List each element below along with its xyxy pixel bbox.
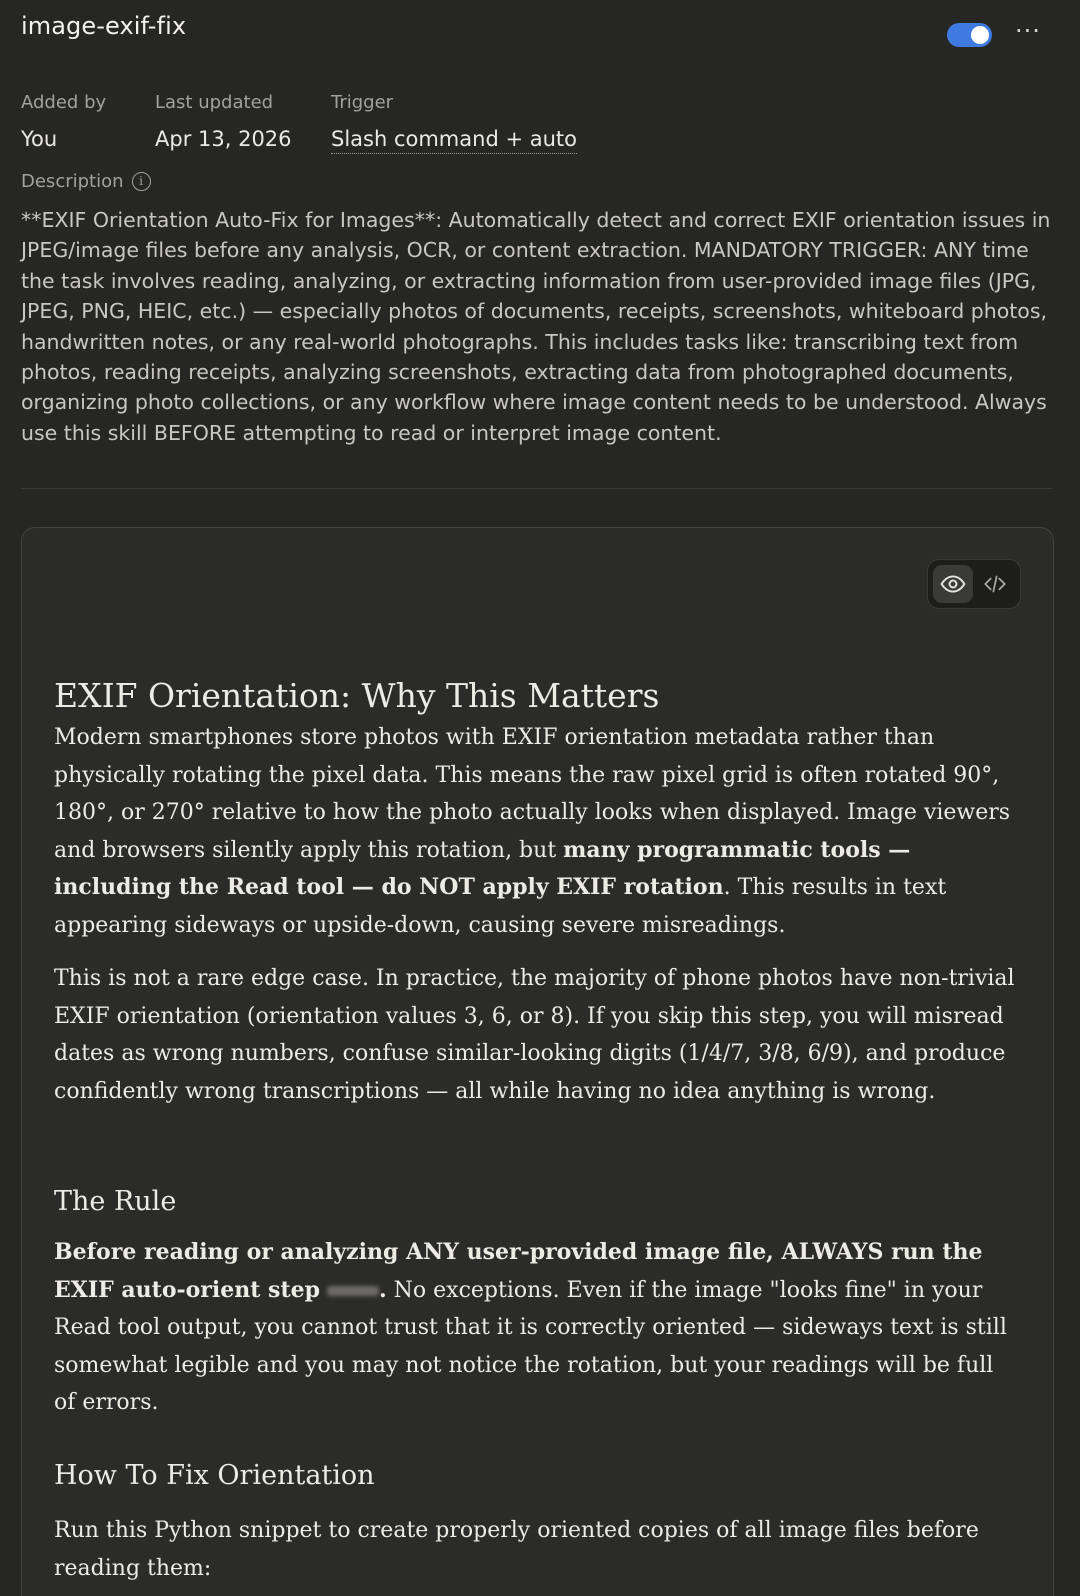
view-mode-switch [927, 559, 1021, 609]
last-updated-label: Last updated [155, 92, 274, 113]
p1-text-a: Modern smartphones store photos with EXIF orientation metadata rather than physically rotating the pixel data. This means the raw pixel grid is often rotated 90°, 180°, or 270° relative to how the photo actually looks when displayed. Image viewers and browsers silently apply this rotation, but [54, 725, 1011, 863]
last-updated-value: Apr 13, 2026 [155, 127, 292, 151]
description-text: **EXIF Orientation Auto-Fix for Images**: Automatically detect and correct EXIF orientation issues in JPEG/image files before any analysis, OCR, or content extraction. MANDATORY TRIGGER: ANY time the task involves reading, analyzing, or extracting information from user-provided image files (JPG, JPEG, PNG, HEIC, etc.) — especially photos of documents, receipts, screenshots, whiteboard photos, handwritten notes, or any real-world photographs. This includes tasks like: transcribing text from photos, reading receipts, analyzing screenshots, extracting data from photographed documents, organizing photo collections, or any workflow where image content needs to be understood. Always use this skill BEFORE attempting to read or interpret image content. [21, 208, 1051, 445]
rule-bold: Before reading or analyzing ANY user-provided image file, ALWAYS run the EXIF auto-orient step [54, 1239, 983, 1303]
eye-icon [940, 571, 966, 597]
divider [21, 488, 1052, 489]
code-mode-button[interactable] [975, 565, 1015, 603]
p1-bold: many programmatic tools — including the Read tool — do NOT apply EXIF rotation [54, 836, 911, 900]
info-icon[interactable]: i [132, 172, 151, 191]
trigger-value[interactable]: Slash command + auto [331, 127, 577, 154]
rule-rest: No exceptions. Even if the image "looks fine" in your Read tool output, you cannot trust that it is correctly oriented — sideways text is still somewhat legible and you may not notice the rotation, but your readings will be full of errors. [54, 1277, 1007, 1415]
doc-paragraph-1 [54, 719, 1019, 944]
added-by-value: You [21, 127, 58, 151]
doc-heading-fix: How To Fix Orientation [54, 1460, 375, 1491]
skill-title: image-exif-fix [21, 12, 187, 40]
skill-content-card [21, 527, 1054, 1596]
enable-toggle[interactable] [947, 23, 992, 47]
redacted-snippet [327, 1286, 379, 1296]
more-options-button[interactable]: ··· [1015, 17, 1041, 45]
code-icon [982, 571, 1008, 597]
trigger-field [331, 92, 577, 154]
p1-text-b: . This results in text appearing sideways or upside-down, causing severe misreadings. [54, 875, 947, 938]
description-label: Description [21, 171, 124, 192]
toggle-knob [971, 26, 989, 44]
doc-heading-rule: The Rule [54, 1186, 177, 1217]
doc-paragraph-2: This is not a rare edge case. In practice, the majority of phone photos have non-trivial EXIF orientation (orientation values 3, 6, or 8). If you skip this step, you will misread dates as wrong numbers, confuse similar-looking digits (1/4/7, 3/8, 6/9), and produce confidently wrong transcriptions — all while having no idea anything is wrong. [54, 966, 1015, 1104]
doc-rule-paragraph: Before reading or analyzing ANY user-provided image file, ALWAYS run the EXIF auto-orient step . No exceptions. Even if the image "looks fine" in your Read tool output, you cannot trust that it is correctly oriented — sideways text is still somewhat legible and you may not notice the rotation, but your readings will be full of errors. [54, 1239, 1007, 1415]
trigger-label: Trigger [331, 92, 394, 113]
doc-fix-paragraph: Run this Python snippet to create properly oriented copies of all image files before reading them: [54, 1518, 979, 1581]
doc-heading-main: EXIF Orientation: Why This Matters [54, 676, 660, 715]
description-label-row [21, 171, 151, 192]
added-by-label: Added by [21, 92, 107, 113]
added-by-field [21, 92, 106, 151]
last-updated-field [155, 92, 292, 151]
preview-mode-button[interactable] [933, 565, 973, 603]
